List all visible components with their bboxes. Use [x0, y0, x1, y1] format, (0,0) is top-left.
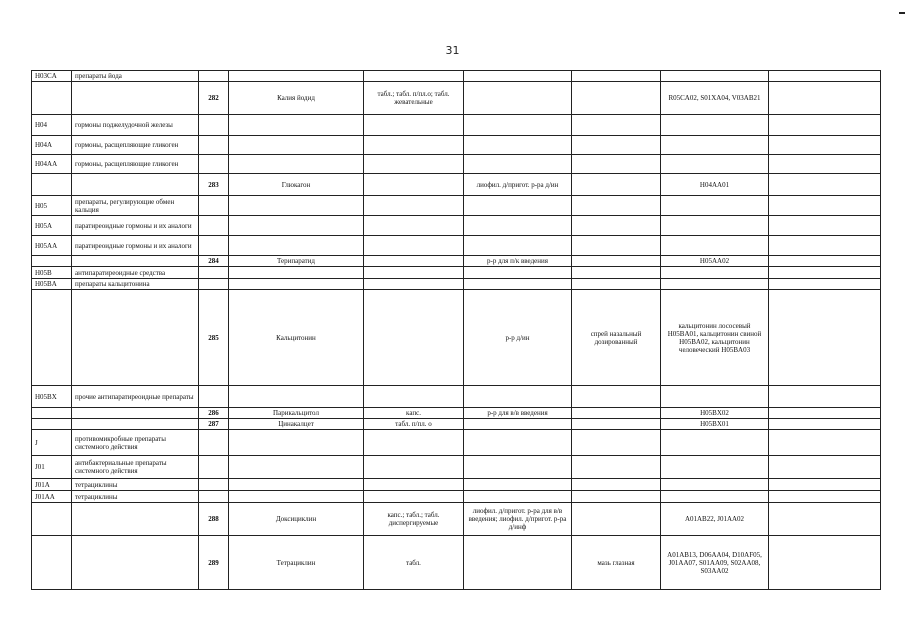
cell-code: J01AA: [32, 491, 72, 503]
table-row: [32, 408, 881, 419]
cell-extra: [769, 115, 881, 136]
table-row: [32, 536, 881, 590]
cell-atc: [661, 491, 769, 503]
cell-num: [199, 71, 229, 82]
cell-name: [229, 155, 364, 174]
cell-other: [572, 386, 661, 408]
cell-atc: [661, 216, 769, 236]
table-row: [32, 419, 881, 430]
table-row: [32, 256, 881, 267]
cell-extra: [769, 216, 881, 236]
cell-form: табл. п/пл. о: [364, 419, 464, 430]
cell-name: [229, 279, 364, 290]
cell-num: 283: [199, 174, 229, 196]
cell-extra: [769, 267, 881, 279]
table-row: [32, 456, 881, 479]
cell-name: [229, 267, 364, 279]
cell-other: [572, 503, 661, 536]
cell-extra: [769, 503, 881, 536]
cell-atc: [661, 196, 769, 216]
cell-other: [572, 196, 661, 216]
cell-code: J01: [32, 456, 72, 479]
cell-extra: [769, 419, 881, 430]
cell-route: р-р для п/к введения: [464, 256, 572, 267]
cell-extra: [769, 479, 881, 491]
cell-desc: [72, 408, 199, 419]
table-row: [32, 196, 881, 216]
cell-num: [199, 456, 229, 479]
cell-form: [364, 196, 464, 216]
cell-desc: тетрациклины: [72, 479, 199, 491]
cell-code: [32, 82, 72, 115]
cell-desc: [72, 419, 199, 430]
cell-desc: препараты, регулирующие обмен кальция: [72, 196, 199, 216]
cell-extra: [769, 155, 881, 174]
cell-name: Терипаратид: [229, 256, 364, 267]
cell-extra: [769, 256, 881, 267]
cell-num: 289: [199, 536, 229, 590]
cell-form: [364, 115, 464, 136]
cell-other: [572, 71, 661, 82]
cell-route: [464, 430, 572, 456]
cell-num: [199, 279, 229, 290]
cell-route: [464, 491, 572, 503]
cell-code: [32, 503, 72, 536]
cell-atc: H05BX01: [661, 419, 769, 430]
cell-name: Тетрациклин: [229, 536, 364, 590]
cell-code: H05A: [32, 216, 72, 236]
cell-num: 284: [199, 256, 229, 267]
cell-atc: [661, 115, 769, 136]
cell-other: [572, 216, 661, 236]
table-row: [32, 386, 881, 408]
cell-atc: [661, 267, 769, 279]
table-row: [32, 71, 881, 82]
cell-other: [572, 479, 661, 491]
cell-num: [199, 155, 229, 174]
cell-code: J: [32, 430, 72, 456]
cell-extra: [769, 430, 881, 456]
table-row: [32, 290, 881, 386]
cell-route: [464, 155, 572, 174]
cell-other: [572, 155, 661, 174]
cell-route: [464, 236, 572, 256]
cell-other: [572, 136, 661, 155]
cell-form: [364, 430, 464, 456]
cell-other: [572, 115, 661, 136]
cell-desc: прочие антипаратиреоидные препараты: [72, 386, 199, 408]
cell-atc: [661, 456, 769, 479]
cell-code: H04AA: [32, 155, 72, 174]
cell-num: [199, 386, 229, 408]
cell-form: табл.; табл. п/пл.о; табл. жевательные: [364, 82, 464, 115]
cell-form: [364, 491, 464, 503]
table-body: [32, 71, 881, 590]
cell-atc: [661, 155, 769, 174]
cell-desc: [72, 503, 199, 536]
cell-desc: гормоны, расщепляющие гликоген: [72, 136, 199, 155]
cell-name: [229, 479, 364, 491]
cell-code: [32, 419, 72, 430]
table-row: [32, 216, 881, 236]
cell-num: [199, 136, 229, 155]
cell-form: [364, 216, 464, 236]
cell-code: H05AA: [32, 236, 72, 256]
table-row: [32, 491, 881, 503]
cell-code: J01A: [32, 479, 72, 491]
cell-code: H03CA: [32, 71, 72, 82]
cell-route: [464, 82, 572, 115]
cell-route: [464, 267, 572, 279]
cell-other: [572, 456, 661, 479]
cell-atc: H05BX02: [661, 408, 769, 419]
cell-desc: препараты кальцитонина: [72, 279, 199, 290]
cell-num: [199, 216, 229, 236]
cell-num: 285: [199, 290, 229, 386]
cell-other: мазь глазная: [572, 536, 661, 590]
cell-form: [364, 155, 464, 174]
cell-form: [364, 174, 464, 196]
cell-desc: [72, 290, 199, 386]
cell-route: [464, 216, 572, 236]
cell-num: [199, 196, 229, 216]
cell-route: [464, 71, 572, 82]
cell-name: Глюкагон: [229, 174, 364, 196]
cell-num: [199, 115, 229, 136]
cell-extra: [769, 82, 881, 115]
cell-desc: препараты йода: [72, 71, 199, 82]
cell-form: [364, 456, 464, 479]
cell-route: [464, 386, 572, 408]
cell-code: [32, 290, 72, 386]
cell-route: [464, 536, 572, 590]
cell-route: [464, 456, 572, 479]
cell-name: Кальцитонин: [229, 290, 364, 386]
table-row: [32, 479, 881, 491]
cell-name: [229, 456, 364, 479]
cell-code: H05B: [32, 267, 72, 279]
cell-atc: [661, 279, 769, 290]
cell-atc: H05AA02: [661, 256, 769, 267]
cell-extra: [769, 456, 881, 479]
cell-code: H04A: [32, 136, 72, 155]
cell-desc: гормоны, расщепляющие гликоген: [72, 155, 199, 174]
cell-route: р-р д/ин: [464, 290, 572, 386]
cell-route: лиофил. д/пригот. р-ра д/ин: [464, 174, 572, 196]
table-row: [32, 174, 881, 196]
cell-other: [572, 174, 661, 196]
cell-desc: [72, 256, 199, 267]
cell-other: [572, 256, 661, 267]
cell-other: спрей назальный дозированный: [572, 290, 661, 386]
cell-other: [572, 491, 661, 503]
cell-code: H05: [32, 196, 72, 216]
cell-form: [364, 279, 464, 290]
cell-route: [464, 196, 572, 216]
cell-num: [199, 236, 229, 256]
cell-atc: A01AB13, D06AA04, D10AF05, J01AA07, S01AA09, S02AA08, S03AA02: [661, 536, 769, 590]
cell-name: [229, 71, 364, 82]
cell-code: [32, 256, 72, 267]
cell-form: [364, 71, 464, 82]
cell-form: [364, 236, 464, 256]
cell-num: 287: [199, 419, 229, 430]
cell-desc: [72, 174, 199, 196]
cell-extra: [769, 386, 881, 408]
cell-extra: [769, 196, 881, 216]
cell-name: [229, 136, 364, 155]
cell-route: [464, 115, 572, 136]
cell-form: [364, 267, 464, 279]
cell-code: H04: [32, 115, 72, 136]
cell-desc: антипаратиреоидные средства: [72, 267, 199, 279]
cell-route: р-р для в/в введения: [464, 408, 572, 419]
page-number: 31: [445, 44, 460, 57]
cell-form: [364, 136, 464, 155]
table-row: [32, 279, 881, 290]
cell-atc: H04AA01: [661, 174, 769, 196]
cell-desc: гормоны поджелудочной железы: [72, 115, 199, 136]
cell-name: [229, 430, 364, 456]
cell-num: 282: [199, 82, 229, 115]
cell-name: [229, 216, 364, 236]
cell-name: Парикальцитол: [229, 408, 364, 419]
cell-form: [364, 479, 464, 491]
cell-num: 288: [199, 503, 229, 536]
cell-code: H05BA: [32, 279, 72, 290]
cell-form: табл.: [364, 536, 464, 590]
cell-form: капс.; табл.; табл. диспергируемые: [364, 503, 464, 536]
table-row: [32, 236, 881, 256]
cell-code: [32, 174, 72, 196]
cell-atc: [661, 479, 769, 491]
cell-route: лиофил. д/пригот. р-ра для в/в введения; лиофил. д/пригот. р-ра д/инф: [464, 503, 572, 536]
cell-atc: [661, 136, 769, 155]
cell-other: [572, 267, 661, 279]
cell-other: [572, 408, 661, 419]
cell-desc: паратиреоидные гормоны и их аналоги: [72, 216, 199, 236]
cell-route: [464, 136, 572, 155]
cell-desc: тетрациклины: [72, 491, 199, 503]
drug-table: [31, 70, 881, 590]
cell-atc: [661, 430, 769, 456]
cell-atc: [661, 71, 769, 82]
cell-atc: [661, 386, 769, 408]
cell-name: [229, 236, 364, 256]
table-row: [32, 136, 881, 155]
table-row: [32, 503, 881, 536]
cell-extra: [769, 71, 881, 82]
cell-atc: R05CA02, S01XA04, V03AB21: [661, 82, 769, 115]
cell-route: [464, 419, 572, 430]
cell-form: [364, 256, 464, 267]
cell-name: [229, 491, 364, 503]
cell-extra: [769, 236, 881, 256]
corner-mark: [899, 12, 905, 14]
cell-name: Доксициклин: [229, 503, 364, 536]
cell-desc: антибактериальные препараты системного действия: [72, 456, 199, 479]
cell-other: [572, 430, 661, 456]
cell-atc: A01AB22, J01AA02: [661, 503, 769, 536]
cell-form: [364, 386, 464, 408]
cell-route: [464, 479, 572, 491]
cell-name: [229, 386, 364, 408]
cell-num: [199, 267, 229, 279]
cell-desc: паратиреоидные гормоны и их аналоги: [72, 236, 199, 256]
cell-other: [572, 82, 661, 115]
cell-code: H05BX: [32, 386, 72, 408]
table-row: [32, 115, 881, 136]
cell-name: Цинакалцет: [229, 419, 364, 430]
cell-extra: [769, 408, 881, 419]
cell-num: [199, 479, 229, 491]
cell-route: [464, 279, 572, 290]
cell-extra: [769, 136, 881, 155]
cell-other: [572, 419, 661, 430]
cell-num: [199, 430, 229, 456]
table-row: [32, 267, 881, 279]
cell-extra: [769, 290, 881, 386]
cell-atc: [661, 236, 769, 256]
cell-desc: [72, 82, 199, 115]
cell-other: [572, 236, 661, 256]
cell-code: [32, 536, 72, 590]
table-row: [32, 430, 881, 456]
cell-name: Калия йодид: [229, 82, 364, 115]
cell-extra: [769, 491, 881, 503]
cell-atc: кальцитонин лососевый H05BA01, кальцитонин свиной H05BA02, кальцитонин человеческий H05BA03: [661, 290, 769, 386]
cell-other: [572, 279, 661, 290]
cell-extra: [769, 174, 881, 196]
cell-form: капс.: [364, 408, 464, 419]
table-row: [32, 82, 881, 115]
cell-num: [199, 491, 229, 503]
cell-name: [229, 196, 364, 216]
cell-extra: [769, 536, 881, 590]
cell-num: 286: [199, 408, 229, 419]
cell-extra: [769, 279, 881, 290]
cell-desc: противомикробные препараты системного действия: [72, 430, 199, 456]
table-row: [32, 155, 881, 174]
cell-desc: [72, 536, 199, 590]
cell-name: [229, 115, 364, 136]
cell-form: [364, 290, 464, 386]
cell-code: [32, 408, 72, 419]
